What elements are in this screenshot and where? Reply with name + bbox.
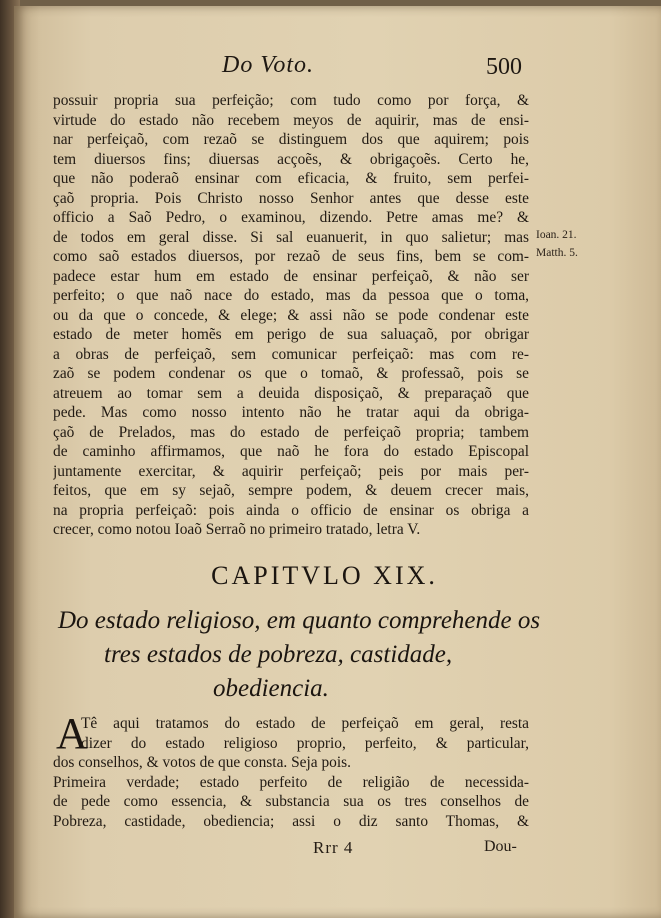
chapter-heading (0, 561, 661, 591)
chapter-title-line: tres estados de pobreza, castidade, (104, 641, 453, 668)
text-line: atreuem ao tomar sem a deuida disposiçaõ, & preparaçaõ que (53, 384, 529, 402)
text-line: dizer do estado religioso proprio, perfeito, & particular, (81, 734, 529, 752)
text-line: que não poderaõ ensinar com eficacia, & fruito, sem perfei- (53, 170, 529, 187)
text-line: pede. Mas como nosso intento não he tratar aqui da obriga- (53, 404, 529, 421)
text-line: nar perfeiçaõ, com rezaõ se distinguem dos que aquirem; pois (53, 131, 529, 148)
text-line: de pede como essencia, & substancia sua os tres conselhos de (53, 793, 529, 810)
text-line: dos conselhos, & votos de que consta. Seja pois. (53, 754, 351, 771)
text-line: çaõ propria. Pois Christo nosso Senhor antes que desse este (53, 189, 529, 207)
chapter-title-line: Do estado religioso, em quanto comprehende os (58, 607, 541, 634)
text-line: possuir propria sua perfeição; com tudo como por força, & (53, 92, 529, 109)
text-line: como saõ estados diuersos, por rezaõ de seus fins, bem se com- (53, 248, 529, 265)
text-line: estado de meter homẽs em perigo de sua saluaçaõ, por obrigar (53, 326, 529, 343)
text-line: tem diuersos fins; diuersas acçoẽs, & obrigaçoẽs. Certo he, (53, 150, 529, 168)
page-number: 500 (486, 54, 522, 80)
text-line: na propria perfeiçaõ: pois ainda o officio de ensinar os obriga a (53, 501, 529, 519)
paragraph-1 (53, 91, 529, 540)
paragraph-2 (53, 709, 529, 831)
text-line: Tê aqui tratamos do estado de perfeiçaõ em geral, resta (81, 715, 529, 732)
text-line: ou da que o concede, & elege; & assi não se pode condenar este (53, 306, 529, 324)
text-line: a obras de perfeiçaõ, sem comunicar perfeiçaõ: mas com re- (53, 345, 529, 363)
text-line: officio a Saõ Pedro, o examinou, dizendo. Petre amas me? & (53, 209, 529, 226)
text-line: çaõ de Prelados, mas do estado de perfeiçaõ propria; tambem (53, 423, 529, 441)
text-line: crecer, como notou Ioaõ Serraõ no primeiro tratado, letra V. (53, 521, 421, 538)
catchword: Dou- (484, 838, 517, 855)
page-footer (0, 838, 661, 864)
marginal-note-line: Ioan. 21. (536, 229, 577, 241)
text-line: de caminho affirmamos, que naõ he fora do estado Episcopal (53, 443, 529, 460)
text-line: feitos, que em sy sejaõ, sempre podem, & deuem crecer mais, (53, 482, 529, 499)
text-line: perfeito; o que naõ nace do estado, mas da pessoa que o toma, (53, 287, 529, 304)
marginal-note-line: Matth. 5. (536, 247, 578, 259)
text-line: Primeira verdade; estado perfeito de religião de necessida- (53, 773, 529, 791)
chapter-number: CAPITVLO XIX. (211, 561, 438, 590)
drop-cap: A (56, 709, 88, 758)
text-line: juntamente exercitar, & aquirir perfeiçaõ; peis por mais per- (53, 462, 529, 480)
page-header (0, 52, 661, 86)
running-title: Do Voto. (222, 52, 314, 78)
text-line: Pobreza, castidade, obediencia; assi o diz santo Thomas, & (53, 812, 529, 830)
text-line: de todos em geral disse. Si sal euanuerit, in quo salietur; mas (53, 228, 529, 246)
text-line: virtude do estado não recebem meyos de aquirir, mas de ensi- (53, 111, 529, 129)
chapter-title (58, 604, 541, 706)
text-line: padece estar hum em estado de ensinar perfeiçaõ, & não ser (53, 267, 529, 285)
text-line: zaõ se podem condenar os que o tomaõ, & professaõ, pois se (53, 365, 529, 382)
marginal-note (536, 226, 606, 262)
chapter-title-line: obediencia. (213, 675, 329, 702)
signature-mark: Rrr 4 (313, 838, 354, 857)
